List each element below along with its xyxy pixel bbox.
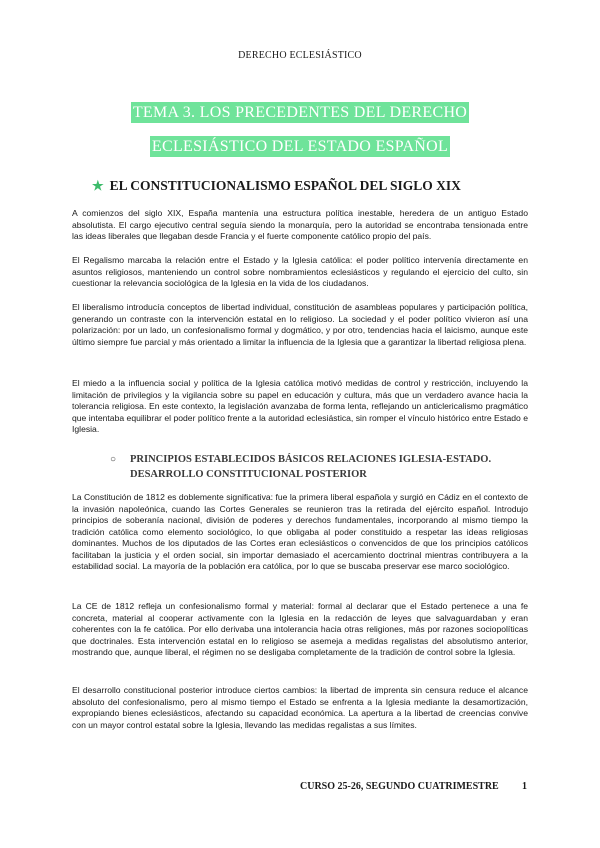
title-line-1: TEMA 3. LOS PRECEDENTES DEL DERECHO: [132, 104, 468, 121]
section-heading: [92, 178, 542, 194]
page-number: 1: [522, 781, 527, 792]
circle-bullet-icon: ○: [110, 454, 117, 465]
paragraph-1: A comienzos del siglo XIX, España mantenía una estructura política inestable, heredera de un antiguo Estado absolutista. El cargo ejecutivo central seguía siendo la monarquía, pero la autoridad se encontraba tensionada entre las ideas liberales que llegaban desde Francia y el fuerte componente católico propio del país.: [72, 208, 528, 241]
section-heading-text: EL CONSTITUCIONALISMO ESPAÑOL DEL SIGLO XIX: [109, 178, 461, 193]
subheading-line-1: PRINCIPIOS ESTABLECIDOS BÁSICOS RELACIONES IGLESIA-ESTADO.: [130, 454, 492, 465]
subheading-line-2: DESARROLLO CONSTITUCIONAL POSTERIOR: [130, 469, 367, 480]
title-line-2: ECLESIÁSTICO DEL ESTADO ESPAÑOL: [151, 138, 449, 155]
paragraph-3: El liberalismo introducía conceptos de libertad individual, constitución de asambleas populares y participación política, generando un contraste con la intervención estatal en lo religioso. La sociedad y el poder político vivieron así una polarización: por un lado, un confesionalismo formal y dogmático, y por otro, tendencias hacia el laicismo, aunque este último siempre fue parcial y más orientado a limitar la influencia de la Iglesia que a garantizar la libertad religiosa plena.: [72, 302, 528, 347]
page-footer: [300, 781, 530, 792]
course-label: CURSO 25-26, SEGUNDO CUATRIMESTRE: [300, 781, 499, 792]
running-header: DERECHO ECLESIÁSTICO: [238, 50, 362, 61]
star-icon: ★: [92, 178, 104, 193]
paragraph-4: El miedo a la influencia social y política de la Iglesia católica motivó medidas de control y restricción, incluyendo la limitación de privilegios y la vigilancia sobre su papel en educación y cultura, más que un verdadero avance hacia la tolerancia religiosa. En este contexto, la legislación avanzaba de forma lenta, reflejando un anticlericalismo pragmático que intentaba equilibrar el poder político frente a la autoridad eclesiástica, sin romper el vínculo histórico entre Estado e Iglesia.: [72, 378, 528, 434]
page-title: [0, 96, 600, 164]
paragraph-5: La Constitución de 1812 es doblemente significativa: fue la primera liberal española y surgió en Cádiz en el contexto de la invasión napoleónica, cuando las Cortes Generales se reunieron tras la retirada del ejército español. Introdujo principios de soberanía nacional, división de poderes y derechos fundamentales, incorporando al mismo tiempo la tradición católica como elemento sociológico, lo que obligaba al poder constituido a respetar las ideas religiosas dominantes. Muchos de los diputados de las Cortes eran eclesiásticos o convencidos de que los principios católicos facilitaban la justicia y el orden social, sin importar demasiado el acercamiento doctrinal mientras contribuyera a la estabilidad social. La mayoría de la población era católica, por lo que se buscaba preservar ese marco sociológico.: [72, 492, 528, 571]
paragraph-7: El desarrollo constitucional posterior introduce ciertos cambios: la libertad de imprenta sin censura reduce el alcance absoluto del confesionalismo, pero al mismo tiempo el Estado se enfrenta a la Iglesia mediante la desamortización, expropiando bienes eclesiásticos, afectando su capacidad económica. La apertura a la libertad de creencias convive con un mayor control estatal sobre la Iglesia, llevando las medidas regalistas a sus límites.: [72, 685, 528, 730]
paragraph-2: El Regalismo marcaba la relación entre el Estado y la Iglesia católica: el poder político intervenía directamente en asuntos religiosos, manteniendo un control sobre nombramientos eclesiásticos y regulando el ejercicio del culto, sin cuestionar la relevancia sociológica de la Iglesia en la vida de los ciudadanos.: [72, 255, 528, 288]
paragraph-6: La CE de 1812 refleja un confesionalismo formal y material: formal al declarar que el Estado pertenece a una fe concreta, material al cooperar activamente con la Iglesia en la redacción de leyes que salvaguardaban y eran coherentes con la fe católica. Por ello derivaba una intolerancia hacia otras religiones, más por razones sociopolíticas que doctrinales. Esta intervención estatal en lo religioso se asemeja a medidas regalistas del absolutismo anterior, mostrando que, aunque liberal, el régimen no se desligaba completamente de la tradición de control sobre la Iglesia.: [72, 601, 528, 657]
subheading: [110, 452, 530, 482]
